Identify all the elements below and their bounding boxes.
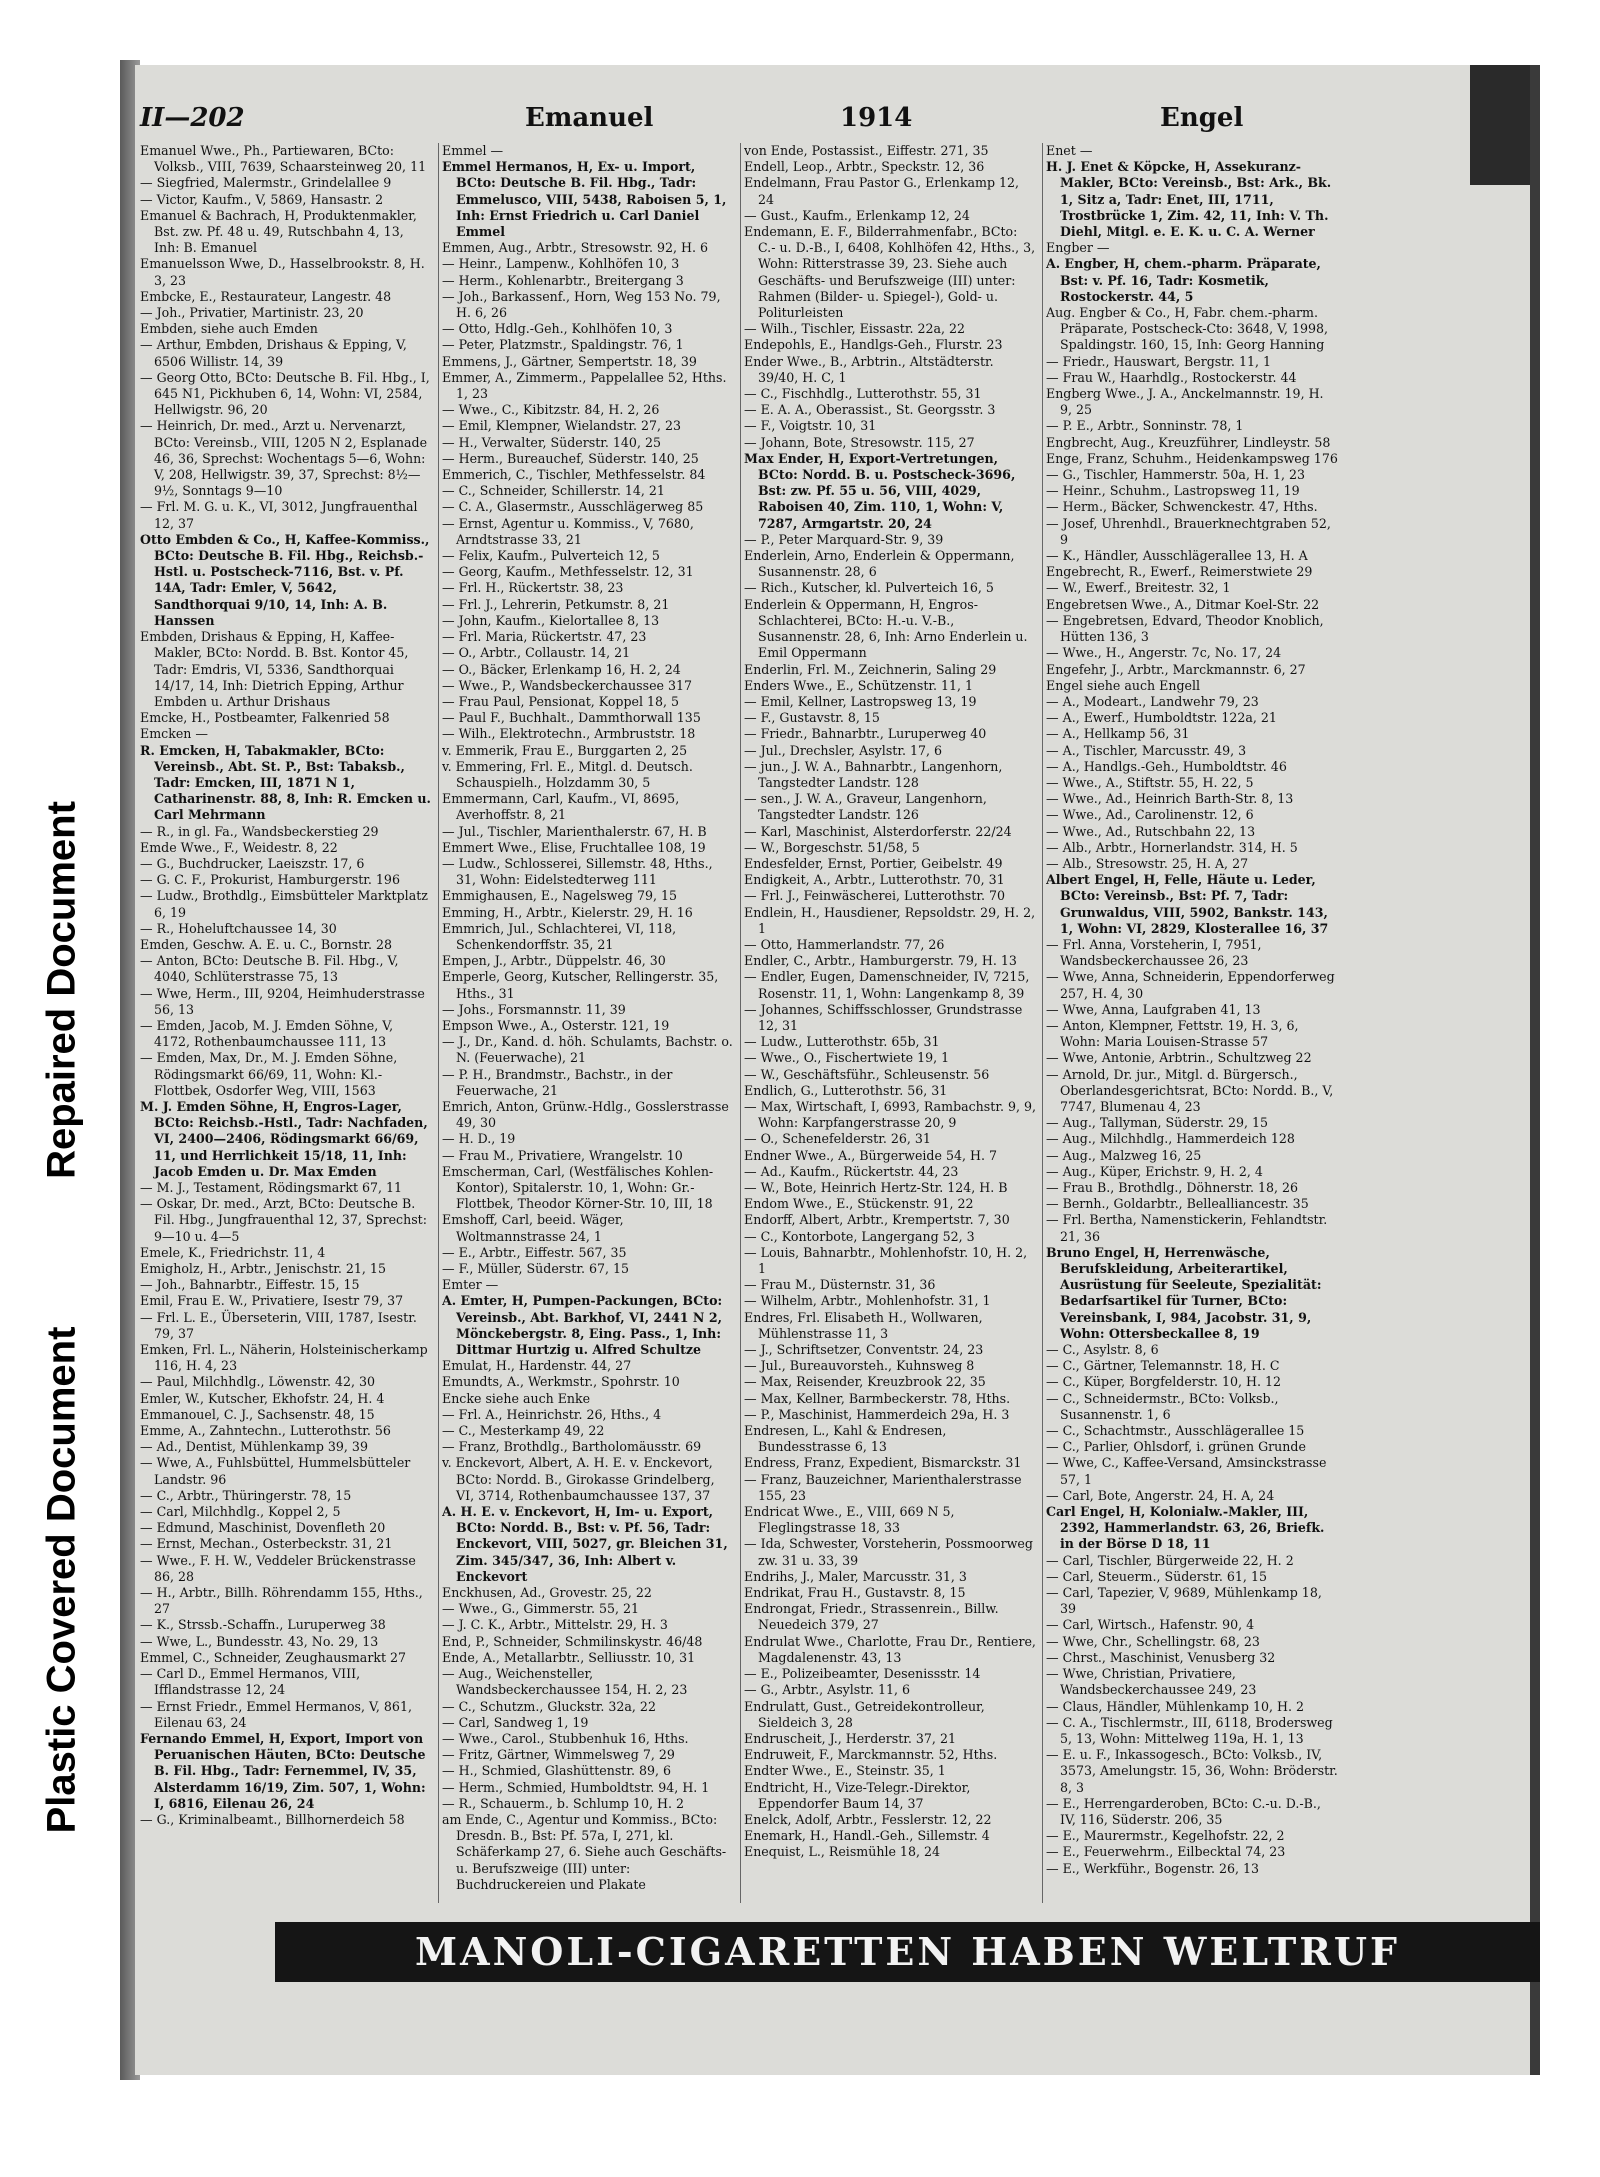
directory-entry: Endelmann, Frau Pastor G., Erlenkamp 12, 24 <box>744 175 1020 207</box>
directory-entry: — C., Arbtr., Thüringerstr. 78, 15 <box>140 1487 352 1503</box>
directory-entry: — J., Schriftsetzer, Conventstr. 24, 23 <box>744 1342 984 1358</box>
directory-entry: — E., Herrengarderoben, BCto: C.-u. D.-B., IV, 116, Süderstr. 206, 35 <box>1046 1795 1321 1827</box>
directory-entry: — C., Mesterkamp 49, 22 <box>442 1423 605 1439</box>
directory-entry: — Joh., Barkassenf., Horn, Weg 153 No. 79, H. 6, 26 <box>442 288 721 321</box>
directory-entry: — Ad., Dentist, Mühlenkamp 39, 39 <box>140 1439 368 1455</box>
directory-entry: Engberg Wwe., J. A., Anckelmannstr. 19, H. 9, 25 <box>1046 386 1324 418</box>
directory-entry: — E., Arbtr., Eiffestr. 567, 35 <box>442 1244 627 1260</box>
directory-entry: — Ernst Friedr., Emmel Hermanos, V, 861, Eilenau 63, 24 <box>140 1698 412 1730</box>
directory-entry: Emil, Frau E. W., Privatiere, Isestr 79, 37 <box>140 1293 404 1309</box>
directory-entry: — Wwe, C., Kaffee-Versand, Amsinckstrasse 57, 1 <box>1046 1455 1327 1487</box>
directory-entry: Engebretsen Wwe., A., Ditmar Koel-Str. 22 <box>1046 596 1320 612</box>
directory-entry: — G., Tischler, Hammerstr. 50a, H. 1, 23 <box>1046 467 1305 483</box>
directory-entry: Endress, Franz, Expedient, Bismarckstr. 31 <box>744 1455 1022 1471</box>
column-2 <box>442 143 734 1913</box>
directory-entry: — Chrst., Maschinist, Venusberg 32 <box>1046 1649 1276 1665</box>
directory-entry: Emme, A., Zahntechn., Lutterothstr. 56 <box>140 1423 391 1439</box>
directory-entry: — G., Kriminalbeamt., Billhornerdeich 58 <box>140 1811 405 1827</box>
directory-entry: Emcken — <box>140 726 208 742</box>
directory-entry: Emter — <box>442 1277 499 1293</box>
directory-entry: — C., Asylstr. 8, 6 <box>1046 1342 1159 1358</box>
directory-entry: — Heinrich, Dr. med., Arzt u. Nervenarzt, BCto: Vereinsb., VIII, 1205 N 2, Esplanade 46, 36, Sprechst: Wochentags 5—6, Wohn: V, 208, Hellwigstr. 39, 37, Sprechst: 8½—9½, Sonntags 9—10 <box>140 418 428 499</box>
directory-entry: — O., Schenefelderstr. 26, 31 <box>744 1131 931 1147</box>
directory-entry: — H., Arbtr., Billh. Röhrendamm 155, Hths., 27 <box>140 1585 423 1617</box>
directory-entry: — Karl, Maschinist, Alsterdorferstr. 22/24 <box>744 823 1012 839</box>
directory-entry: — Wwe., Carol., Stubbenhuk 16, Hths. <box>442 1730 689 1746</box>
directory-entry: — A., Hellkamp 56, 31 <box>1046 726 1190 742</box>
directory-entry: — H., Verwalter, Süderstr. 140, 25 <box>442 434 661 450</box>
directory-entry: — M. J., Testament, Rödingsmarkt 67, 11 <box>140 1180 403 1195</box>
directory-entry: Emmen, Aug., Arbtr., Stresowstr. 92, H. 6 <box>442 240 708 256</box>
directory-entry: — Wwe, A., Fuhlsbüttel, Hummelsbütteler Landstr. 96 <box>140 1455 411 1487</box>
directory-entry: — P. E., Arbtr., Sonninstr. 78, 1 <box>1046 418 1244 434</box>
advertisement-banner: MANOLI-CIGARETTEN HABEN WELTRUF <box>275 1922 1540 1982</box>
directory-entry: — Georg, Kaufm., Methfesselstr. 12, 31 <box>442 564 694 580</box>
directory-entry: am Ende, C., Agentur und Kommiss., BCto: Dresdn. B., Bst: Pf. 57a, I, 271, kl. Schäferkamp 27, 6. Siehe auch Geschäfts- u. Berufszweige (III) unter: Buchdruckereien und Plakate <box>442 1811 727 1892</box>
directory-entry: Otto Embden & Co., H, Kaffee-Kommiss., BCto: Deutsche B. Fil. Hbg., Reichsb.- Hstl. u. Postscheck-7116, Bst. v. Pf. 14A, Tadr: Emler, V, 5642, Sandthorquai 9/10, 14, Inh: A. B. Hanssen <box>140 531 430 628</box>
directory-entry: — Emil, Kellner, Lastropsweg 13, 19 <box>744 693 977 709</box>
directory-entry: Enderlein & Oppermann, H, Engros-Schlachterei, BCto: H.-u. V.-B., Susannenstr. 28, 6, Inh: Arno Enderlein u. Emil Oppermann <box>744 596 1028 661</box>
directory-entry: — Paul F., Buchhalt., Dammthorwall 135 <box>442 710 701 726</box>
directory-entry: — Wwe, L., Bundesstr. 43, No. 29, 13 <box>140 1633 379 1649</box>
directory-entry: — F., Gustavstr. 8, 15 <box>744 710 880 726</box>
directory-entry: — Carl, Milchhdlg., Koppel 2, 5 <box>140 1504 341 1520</box>
directory-entry: — Peter, Platzmstr., Spaldingstr. 76, 1 <box>442 337 684 353</box>
directory-entry: Embden, siehe auch Emden <box>140 321 318 337</box>
directory-entry: — E. u. F., Inkassogesch., BCto: Volksb., IV, 3573, Amelungstr. 15, 36, Wohn: Bröderstr. 8, 3 <box>1046 1747 1338 1795</box>
directory-entry: — E., Maurermstr., Kegelhofstr. 22, 2 <box>1046 1828 1285 1844</box>
directory-entry: — Wwe., G., Gimmerstr. 55, 21 <box>442 1601 640 1617</box>
directory-entry: — C., Schneidermstr., BCto: Volksb., Susannenstr. 1, 6 <box>1046 1390 1279 1422</box>
directory-entry: — Otto, Hammerlandstr. 77, 26 <box>744 936 945 952</box>
directory-entry: — Carl, Bote, Angerstr. 24, H. A, 24 <box>1046 1487 1275 1503</box>
directory-entry: Enet — <box>1046 143 1093 158</box>
directory-entry: — Engebretsen, Edvard, Theodor Knoblich, Hütten 136, 3 <box>1046 612 1324 645</box>
directory-entry: Emmel, C., Schneider, Zeughausmarkt 27 <box>140 1649 407 1665</box>
directory-entry: — Wwe., F. H. W., Veddeler Brückenstrasse 86, 28 <box>140 1552 416 1584</box>
column-divider <box>1042 143 1043 1903</box>
directory-entry: — G., Arbtr., Asylstr. 11, 6 <box>744 1682 911 1698</box>
directory-entry: — Friedr., Bahnarbtr., Luruperweg 40 <box>744 726 987 742</box>
directory-entry: Emmrich, Jul., Schlachterei, VI, 118, Schenkendorffstr. 35, 21 <box>442 920 677 952</box>
directory-entry: — Wwe, Chr., Schellingstr. 68, 23 <box>1046 1633 1260 1649</box>
directory-entry: Enderlein, Arno, Enderlein & Oppermann, Susannenstr. 28, 6 <box>744 548 1015 580</box>
directory-entry: Endrihs, J., Maler, Marcusstr. 31, 3 <box>744 1568 967 1584</box>
directory-entry: — Anton, Klempner, Fettstr. 19, H. 3, 6, Wohn: Maria Louisen-Strasse 57 <box>1046 1017 1299 1050</box>
directory-entry: Encke siehe auch Enke <box>442 1390 591 1406</box>
directory-entry: Emanuelsson Wwe, D., Hasselbrookstr. 8, H. 3, 23 <box>140 256 425 288</box>
directory-entry: — Wwe., P., Wandsbeckerchaussee 317 <box>442 677 693 693</box>
page-header <box>140 103 1244 137</box>
directory-entry: Bruno Engel, H, Herrenwäsche, Berufskleidung, Arbeiterartikel, Ausrüstung für Seeleute, Spezialität: Bedarfsartikel für Turner, BCto: Vereinsbank, I, 984, Jacobstr. 31, 9, Wohn: Ottersbeckallee 8, 19 <box>1046 1244 1322 1341</box>
directory-entry: — John, Kaufm., Kielortallee 8, 13 <box>442 612 660 628</box>
page-number: II—202 <box>140 103 245 133</box>
directory-entry: — P., Peter Marquard-Str. 9, 39 <box>744 531 944 547</box>
directory-entry: Aug. Engber & Co., H, Fabr. chem.-pharm. Präparate, Postscheck-Cto: 3648, V, 1998, Spaldingstr. 160, 15, Inh: Georg Hanning <box>1046 305 1329 353</box>
header-last-entry: Engel <box>1160 103 1244 133</box>
directory-entry: Fernando Emmel, H, Export, Import von Peruanischen Häuten, BCto: Deutsche B. Fil. Hbg., Tadr: Fernemmel, IV, 35, Alsterdamm 16/19, Zim. 507, 1, Wohn: I, 6816, Eilenau 26, 24 <box>140 1730 426 1811</box>
directory-entry: — Victor, Kaufm., V, 5869, Hansastr. 2 <box>140 191 384 207</box>
directory-entry: — C., Schutzm., Gluckstr. 32a, 22 <box>442 1698 656 1714</box>
directory-entry: Endruweit, F., Marckmannstr. 52, Hths. <box>744 1747 998 1763</box>
directory-entry: — A., Tischler, Marcusstr. 49, 3 <box>1046 742 1247 758</box>
directory-entry: H. J. Enet & Köpcke, H, Assekuranz-Makler, BCto: Vereinsb., Bst: Ark., Bk. 1, Sitz a, Tadr: Enet, III, 1711, Trostbrücke 1, Zim. 42, 11, Inh: V. Th. Diehl, Mitgl. e. E. K. u. C. A. Werner <box>1046 159 1332 240</box>
directory-entry: — Herm., Schmied, Humboldtstr. 94, H. 1 <box>442 1779 710 1795</box>
column-1 <box>140 143 432 1913</box>
directory-entry: Emken, Frl. L., Näherin, Holsteinischerkamp 116, H. 4, 23 <box>140 1342 428 1374</box>
directory-entry: — Frl. J., Feinwäscherei, Lutterothstr. 70 <box>744 888 1005 904</box>
directory-entry: — O., Bäcker, Erlenkamp 16, H. 2, 24 <box>442 661 681 677</box>
directory-entry: — Frl. Maria, Rückertstr. 47, 23 <box>442 629 647 645</box>
directory-entry: Emrich, Anton, Grünw.-Hdlg., Gosslerstrasse 49, 30 <box>442 1098 729 1131</box>
directory-entry: — Wwe, Anna, Laufgraben 41, 13 <box>1046 1001 1261 1017</box>
directory-entry: — Aug., Tallyman, Süderstr. 29, 15 <box>1046 1115 1269 1131</box>
directory-entry: — Franz, Bauzeichner, Marienthalerstrasse 155, 23 <box>744 1471 1022 1503</box>
column-divider <box>438 143 439 1903</box>
directory-entry: — Frau M., Düsternstr. 31, 36 <box>744 1277 936 1293</box>
directory-entry: — K., Händler, Ausschlägerallee 13, H. A <box>1046 548 1308 564</box>
directory-entry: Endner Wwe., A., Bürgerweide 54, H. 7 <box>744 1147 997 1163</box>
directory-entry: — Aug., Küper, Erichstr. 9, H. 2, 4 <box>1046 1163 1263 1179</box>
directory-entry: Ender Wwe., B., Arbtrin., Altstädterstr. 39/40, H. C, 1 <box>744 353 994 385</box>
directory-entry: A. Emter, H, Pumpen-Packungen, BCto: Vereinsb., Abt. Barkhof, VI, 2441 N 2, Mönckebergstr. 8, Eing. Pass., 1, Inh: Dittmar Hurtzig u. Alfred Schultze <box>442 1293 723 1358</box>
directory-entry: — Wwe, Christian, Privatiere, Wandsbeckerchaussee 249, 23 <box>1046 1666 1257 1698</box>
directory-entry: — Ludw., Schlosserei, Sillemstr. 48, Hths., 31, Wohn: Eidelstedterweg 111 <box>442 855 713 888</box>
directory-entry: — Carl, Steuerm., Süderstr. 61, 15 <box>1046 1568 1267 1584</box>
directory-entry: Endter Wwe., E., Steinstr. 35, 1 <box>744 1763 946 1779</box>
directory-entry: Emmerich, C., Tischler, Methfesselstr. 84 <box>442 467 706 483</box>
directory-entry: Engber — <box>1046 240 1110 256</box>
directory-entry: — Rich., Kutscher, kl. Pulverteich 16, 5 <box>744 580 994 596</box>
column-3 <box>744 143 1036 1913</box>
directory-entry: — Joh., Privatier, Martinistr. 23, 20 <box>140 305 364 321</box>
directory-entry: — Herm., Kohlenarbtr., Breitergang 3 <box>442 272 684 288</box>
directory-entry: — Ludw., Brothdlg., Eimsbütteler Marktplatz 6, 19 <box>140 888 428 920</box>
directory-entry: — Wwe., Ad., Rutschbahn 22, 13 <box>1046 823 1256 839</box>
directory-entry: A. Engber, H, chem.-pharm. Präparate, Bst: v. Pf. 16, Tadr: Kosmetik, Rostockerstr. 44, 5 <box>1046 256 1321 304</box>
directory-entry: Emmer, A., Zimmerm., Pappelallee 52, Hths. 1, 23 <box>442 369 727 402</box>
directory-entry: — Carl D., Emmel Hermanos, VIII, Ifflandstrasse 12, 24 <box>140 1666 361 1698</box>
directory-entry: Engefehr, J., Arbtr., Marckmannstr. 6, 27 <box>1046 661 1306 677</box>
directory-entry: Endrongat, Friedr., Strassenrein., Billw. Neuedeich 379, 27 <box>744 1601 999 1633</box>
directory-entry: — Ernst, Mechan., Osterbeckstr. 31, 21 <box>140 1536 393 1552</box>
directory-entry: Empen, J., Arbtr., Düppelstr. 46, 30 <box>442 953 666 969</box>
directory-entry: — W., Ewerf., Breitestr. 32, 1 <box>1046 580 1231 596</box>
directory-entry: — C., Kontorbote, Langergang 52, 3 <box>744 1228 975 1244</box>
directory-entry: — Emden, Jacob, M. J. Emden Söhne, V, 4172, Rothenbaumchaussee 111, 13 <box>140 1017 394 1050</box>
directory-entry: — Wwe., A., Stiftstr. 55, H. 22, 5 <box>1046 774 1254 790</box>
directory-entry: — Edmund, Maschinist, Dovenfleth 20 <box>140 1520 386 1536</box>
directory-entry: Endruscheit, J., Herderstr. 37, 21 <box>744 1730 956 1746</box>
directory-entry: — W., Geschäftsführ., Schleusenstr. 56 <box>744 1066 990 1082</box>
header-first-entry: Emanuel <box>525 103 654 133</box>
directory-entry: — R., Hoheluftchaussee 14, 30 <box>140 920 337 936</box>
directory-entry: Endlich, G., Lutterothstr. 56, 31 <box>744 1082 948 1098</box>
directory-entry: — Aug., Milchhdlg., Hammerdeich 128 <box>1046 1131 1295 1147</box>
directory-entry: Emming, H., Arbtr., Kielerstr. 29, H. 16 <box>442 904 693 920</box>
directory-entry: Emmens, J., Gärtner, Sempertstr. 18, 39 <box>442 353 697 369</box>
directory-entry: Endorff, Albert, Arbtr., Krempertstr. 7, 30 <box>744 1212 1010 1228</box>
directory-entry: — Gust., Kaufm., Erlenkamp 12, 24 <box>744 207 970 223</box>
directory-entry: — R., Schauerm., b. Schlump 10, H. 2 <box>442 1795 684 1811</box>
directory-entry: Emmert Wwe., Elise, Fruchtallee 108, 19 <box>442 839 706 855</box>
directory-entry: — Frl. Bertha, Namenstickerin, Fehlandtstr. 21, 36 <box>1046 1212 1328 1244</box>
directory-entry: Endrikat, Frau H., Gustavstr. 8, 15 <box>744 1585 966 1601</box>
directory-entry: R. Emcken, H, Tabakmakler, BCto: Vereinsb., Abt. St. P., Bst: Tabaksb., Tadr: Emcken, III, 1871 N 1, Catharinenstr. 88, 8, Inh: R. Emcken u. Carl Mehrmann <box>140 742 431 823</box>
directory-entry: — Alb., Stresowstr. 25, H. A, 27 <box>1046 855 1249 871</box>
directory-entry: Emperle, Georg, Kutscher, Rellingerstr. 35, Hths., 31 <box>442 969 719 1001</box>
directory-entry: — Ludw., Lutterothstr. 65b, 31 <box>744 1034 940 1050</box>
directory-entry: — Wwe, Herm., III, 9204, Heimhuderstrasse 56, 13 <box>140 985 425 1017</box>
column-4 <box>1046 143 1338 1913</box>
directory-entry: Empson Wwe., A., Osterstr. 121, 19 <box>442 1017 670 1033</box>
directory-entry: Endigkeit, A., Arbtr., Lutterothstr. 70, 31 <box>744 872 1005 888</box>
directory-entry: — Frl. H., Rückertstr. 38, 23 <box>442 580 624 596</box>
directory-entry: Endlein, H., Hausdiener, Repsoldstr. 29, H. 2, 1 <box>744 904 1036 936</box>
directory-entry: End, P., Schneider, Schmilinskystr. 46/48 <box>442 1633 703 1649</box>
directory-entry: — Endler, Eugen, Damenschneider, IV, 7215, Rosenstr. 11, 1, Wohn: Langenkamp 8, 39 <box>744 969 1030 1001</box>
directory-entry: — E., Werkführ., Bogenstr. 26, 13 <box>1046 1860 1260 1876</box>
directory-entry: — Heinr., Lampenw., Kohlhöfen 10, 3 <box>442 256 680 272</box>
directory-entry: Endepohls, E., Handlgs-Geh., Flurstr. 23 <box>744 337 1003 353</box>
directory-entry: — J., Dr., Kand. d. höh. Schulamts, Bachstr. o. N. (Feuerwache), 21 <box>442 1034 733 1066</box>
directory-entry: Endom Wwe., E., Stückenstr. 91, 22 <box>744 1196 974 1212</box>
directory-entry: Max Ender, H, Export-Vertretungen, BCto: Nordd. B. u. Postscheck-3696, Bst: zw. Pf. 55 u. 56, VIII, 4029, Raboisen 40, Zim. 110, 1, Wohn: V, 7287, Armgartstr. 20, 24 <box>744 450 1016 531</box>
directory-entry: — Frl. A., Heinrichstr. 26, Hths., 4 <box>442 1406 662 1422</box>
directory-entry: — F., Müller, Süderstr. 67, 15 <box>442 1261 630 1277</box>
directory-entry: Emde Wwe., F., Weidestr. 8, 22 <box>140 839 338 855</box>
directory-entry: — Siegfried, Malermstr., Grindelallee 9 <box>140 175 392 191</box>
directory-entry: — C. A., Tischlermstr., III, 6118, Brodersweg 5, 13, Wohn: Mittelweg 119a, H. 1, 13 <box>1046 1714 1333 1746</box>
directory-entry: Engbrecht, Aug., Kreuzführer, Lindleystr. 58 <box>1046 434 1331 450</box>
directory-entry: Enemark, H., Handl.-Geh., Sillemstr. 4 <box>744 1828 990 1844</box>
directory-entry: Enelck, Adolf, Arbtr., Fesslerstr. 12, 22 <box>744 1811 992 1827</box>
directory-entry: — Wwe, Antonie, Arbtrin., Schultzweg 22 <box>1046 1050 1312 1066</box>
directory-entry: — J. C. K., Arbtr., Mittelstr. 29, H. 3 <box>442 1617 668 1633</box>
directory-entry: — O., Arbtr., Collaustr. 14, 21 <box>442 645 631 661</box>
directory-entry: — E., Feuerwehrm., Eilbecktal 74, 23 <box>1046 1844 1286 1860</box>
directory-entry: — Aug., Weichensteller, Wandsbeckerchaussee 154, H. 2, 23 <box>442 1666 688 1698</box>
directory-entry: Endler, C., Arbtr., Hamburgerstr. 79, H. 13 <box>744 953 1017 969</box>
directory-entry: — G., Buchdrucker, Laeiszstr. 17, 6 <box>140 855 365 871</box>
directory-entry: Emden, Geschw. A. E. u. C., Bornstr. 28 <box>140 936 392 952</box>
directory-entry: — Aug., Malzweg 16, 25 <box>1046 1147 1202 1163</box>
directory-columns <box>140 143 1540 1913</box>
directory-entry: — Wwe., Ad., Carolinenstr. 12, 6 <box>1046 807 1254 823</box>
directory-entry: — C., Parlier, Ohlsdorf, i. grünen Grunde <box>1046 1439 1306 1455</box>
directory-entry: — P. H., Brandmstr., Bachstr., in der Feuerwache, 21 <box>442 1066 673 1098</box>
directory-entry: Endres, Frl. Elisabeth H., Wollwaren, Mühlenstrasse 11, 3 <box>744 1309 983 1341</box>
directory-entry: — Johs., Forsmannstr. 11, 39 <box>442 1001 626 1017</box>
directory-entry: Albert Engel, H, Felle, Häute u. Leder, BCto: Vereinsb., Bst: Pf. 7, Tadr: Grunwaldus, VIII, 5902, Bankstr. 143, 1, Wohn: VI, 2829, Klosterallee 16, 37 <box>1046 872 1329 936</box>
directory-entry: — W., Borgeschstr. 51/58, 5 <box>744 839 920 855</box>
directory-entry: Emmel — <box>442 143 504 158</box>
directory-entry: Emmel Hermanos, H, Ex- u. Import, BCto: Deutsche B. Fil. Hbg., Tadr: Emmelusco, VIII, 5438, Raboisen 5, 1, Inh: Ernst Friedrich u. Carl Daniel Emmel <box>442 159 727 240</box>
directory-entry: v. Emmerik, Frau E., Burggarten 2, 25 <box>442 742 688 758</box>
directory-entry: — Wilh., Tischler, Eissastr. 22a, 22 <box>744 321 966 337</box>
directory-entry: — Wwe., H., Angerstr. 7c, No. 17, 24 <box>1046 645 1282 661</box>
directory-entry: — C., Gärtner, Telemannstr. 18, H. C <box>1046 1358 1280 1374</box>
directory-entry: — Alb., Arbtr., Hornerlandstr. 314, H. 5 <box>1046 839 1298 855</box>
directory-entry: — Emden, Max, Dr., M. J. Emden Söhne, Rödingsmarkt 66/69, 11, Wohn: Kl.-Flottbek, Osdorfer Weg, VIII, 1563 <box>140 1050 398 1098</box>
directory-entry: — Otto, Hdlg.-Geh., Kohlhöfen 10, 3 <box>442 321 673 337</box>
directory-entry: — Georg Otto, BCto: Deutsche B. Fil. Hbg., I, 645 N1, Pickhuben 6, 14, Wohn: VI, 2584, Hellwigstr. 96, 20 <box>140 369 430 418</box>
directory-entry: — Wilhelm, Arbtr., Mohlenhofstr. 31, 1 <box>744 1293 991 1309</box>
directory-entry: — Jul., Bureauvorsteh., Kuhnsweg 8 <box>744 1358 975 1374</box>
directory-entry: — Josef, Uhrenhdl., Brauerknechtgraben 52, 9 <box>1046 515 1331 547</box>
directory-entry: — W., Bote, Heinrich Hertz-Str. 124, H. B <box>744 1180 1008 1195</box>
directory-entry: — Fritz, Gärtner, Wimmelsweg 7, 29 <box>442 1747 675 1763</box>
directory-entry: — Max, Reisender, Kreuzbrook 22, 35 <box>744 1374 986 1390</box>
directory-entry: Enequist, L., Reismühle 18, 24 <box>744 1844 940 1860</box>
directory-entry: — Wwe., Ad., Heinrich Barth-Str. 8, 13 <box>1046 791 1294 807</box>
directory-entry: — Frl. L. E., Überseterin, VIII, 1787, Isestr. 79, 37 <box>140 1309 417 1341</box>
directory-entry: Emmighausen, E., Nagelsweg 79, 15 <box>442 888 678 904</box>
directory-entry: Embden, Drishaus & Epping, H, Kaffee-Makler, BCto: Nordd. B. Bst. Kontor 45, Tadr: Emdris, VI, 5336, Sandthorquai 14/17, 14, Inh: Dietrich Epping, Arthur Embden u. Arthur Drishaus <box>140 629 409 709</box>
directory-entry: Emanuel Wwe., Ph., Partiewaren, BCto: Volksb., VIII, 7639, Schaarsteinweg 20, 11 <box>140 143 427 175</box>
directory-entry: — Jul., Tischler, Marienthalerstr. 67, H. B <box>442 823 707 839</box>
directory-entry: — Joh., Bahnarbtr., Eiffestr. 15, 15 <box>140 1277 360 1293</box>
directory-entry: — Felix, Kaufm., Pulverteich 12, 5 <box>442 548 660 564</box>
directory-entry: Carl Engel, H, Kolonialw.-Makler, III, 2392, Hammerlandstr. 63, 26, Briefk. in der Börse D 18, 11 <box>1046 1504 1325 1552</box>
directory-entry: Engebrecht, R., Ewerf., Reimerstwiete 29 <box>1046 564 1313 580</box>
directory-entry: — G. C. F., Prokurist, Hamburgerstr. 196 <box>140 872 400 888</box>
directory-entry: Enckhusen, Ad., Grovestr. 25, 22 <box>442 1585 652 1601</box>
directory-entry: v. Enckevort, Albert, A. H. E. v. Enckevort, BCto: Nordd. B., Girokasse Grindelberg, VI, 3714, Rothenbaumchaussee 137, 37 <box>442 1455 715 1503</box>
directory-entry: — A., Handlgs.-Geh., Humboldtstr. 46 <box>1046 758 1287 774</box>
directory-entry: — Max, Kellner, Barmbeckerstr. 78, Hths. <box>744 1390 1011 1406</box>
directory-entry: Emmanouel, C. J., Sachsenstr. 48, 15 <box>140 1406 375 1422</box>
directory-entry: Ende, A., Metallarbtr., Selliusstr. 10, 31 <box>442 1649 696 1665</box>
directory-entry: Embcke, E., Restaurateur, Langestr. 48 <box>140 288 392 304</box>
directory-entry: — C., Schneider, Schillerstr. 14, 21 <box>442 483 665 499</box>
directory-entry: — Jul., Drechsler, Asylstr. 17, 6 <box>744 742 943 758</box>
directory-entry: Endricat Wwe., E., VIII, 669 N 5, Fleglingstrasse 18, 33 <box>744 1504 955 1536</box>
directory-entry: — C., Fischhdlg., Lutterothstr. 55, 31 <box>744 386 982 402</box>
directory-entry: — Louis, Bahnarbtr., Mohlenhofstr. 10, H. 2, 1 <box>744 1244 1028 1277</box>
directory-entry: A. H. E. v. Enckevort, H, Im- u. Export, BCto: Nordd. B., Bst: v. Pf. 56, Tadr: Enckevort, VIII, 5027, gr. Bleichen 31, Zim. 345/347, 36, Inh: Albert v. Enckevort <box>442 1504 728 1584</box>
directory-entry: v. Emmering, Frl. E., Mitgl. d. Deutsch. Schauspielh., Holzdamm 30, 5 <box>442 758 693 790</box>
directory-entry: — Frl. J., Lehrerin, Petkumstr. 8, 21 <box>442 596 670 612</box>
directory-entry: — Anton, BCto: Deutsche B. Fil. Hbg., V, 4040, Schlüterstrasse 75, 13 <box>140 953 399 985</box>
directory-entry: — Ad., Kaufm., Rückertstr. 44, 23 <box>744 1163 959 1179</box>
plastic-covered-document-label: Plastic Covered Document <box>39 1326 84 1834</box>
directory-entry: Endell, Leop., Arbtr., Speckstr. 12, 36 <box>744 159 985 175</box>
directory-entry: — Claus, Händler, Mühlenkamp 10, H. 2 <box>1046 1698 1305 1714</box>
directory-entry: Enders Wwe., E., Schützenstr. 11, 1 <box>744 677 974 693</box>
directory-entry: — Johannes, Schiffsschlosser, Grundstrasse 12, 31 <box>744 1001 1023 1033</box>
directory-entry: Enderlin, Frl. M., Zeichnerin, Saling 29 <box>744 661 997 677</box>
directory-entry: — Heinr., Schuhm., Lastropsweg 11, 19 <box>1046 483 1300 499</box>
directory-entry: — Ernst, Agentur u. Kommiss., V, 7680, Arndtstrasse 33, 21 <box>442 515 694 547</box>
directory-entry: — Max, Wirtschaft, I, 6993, Rambachstr. 9, 9, Wohn: Karpfangerstrasse 20, 9 <box>744 1098 1036 1131</box>
directory-entry: Emshoff, Carl, beeid. Wäger, Woltmannstrasse 24, 1 <box>442 1212 624 1244</box>
directory-entry: — Wwe, Anna, Schneiderin, Eppendorferweg 257, H. 4, 30 <box>1046 969 1335 1001</box>
directory-entry: Endesfelder, Ernst, Portier, Geibelstr. 49 <box>744 855 1003 871</box>
directory-entry: — A., Modeart., Landwehr 79, 23 <box>1046 693 1259 709</box>
directory-entry: — H., Schmied, Glashüttenstr. 89, 6 <box>442 1763 672 1779</box>
directory-entry: Emscherman, Carl, (Westfälisches Kohlen-Kontor), Spitalerstr. 10, 1, Wohn: Gr.-Flottbek, Theodor Körner-Str. 10, III, 18 <box>442 1163 714 1212</box>
directory-entry: — A., Ewerf., Humboldtstr. 122a, 21 <box>1046 710 1277 726</box>
directory-entry: — Ida, Schwester, Vorsteherin, Possmoorweg zw. 31 u. 33, 39 <box>744 1536 1033 1568</box>
directory-entry: — Wwe., C., Kibitzstr. 84, H. 2, 26 <box>442 402 660 418</box>
directory-entry: — Frau B., Brothdlg., Döhnerstr. 18, 26 <box>1046 1180 1299 1195</box>
directory-entry: — Frl. M. G. u. K., VI, 3012, Jungfrauenthal 12, 37 <box>140 499 418 531</box>
directory-entry: — Arnold, Dr. jur., Mitgl. d. Bürgersch., Oberlandesgerichtsrat, BCto: Nordd. B., V, 7747, Blumenau 4, 23 <box>1046 1066 1334 1114</box>
repaired-document-label: Repaired Document <box>39 801 84 1179</box>
directory-entry: Emigholz, H., Arbtr., Jenischstr. 21, 15 <box>140 1261 386 1277</box>
directory-entry: — C., Küper, Borgfelderstr. 10, H. 12 <box>1046 1374 1281 1390</box>
directory-entry: — Wwe., O., Fischertwiete 19, 1 <box>744 1050 950 1066</box>
directory-entry: Engel siehe auch Engell <box>1046 677 1201 693</box>
directory-entry: — H. D., 19 <box>442 1131 516 1147</box>
directory-entry: — E. A. A., Oberassist., St. Georgsstr. 3 <box>744 402 996 418</box>
directory-entry: — Carl, Tapezier, V, 9689, Mühlenkamp 18, 39 <box>1046 1585 1322 1617</box>
directory-entry: — Frau W., Haarhdlg., Rostockerstr. 44 <box>1046 369 1297 385</box>
directory-entry: Endrulat Wwe., Charlotte, Frau Dr., Rentiere, Magdalenenstr. 43, 13 <box>744 1633 1036 1665</box>
directory-entry: — sen., J. W. A., Graveur, Langenhorn, Tangstedter Landstr. 126 <box>744 791 987 823</box>
directory-entry: — K., Strssb.-Schaffn., Luruperweg 38 <box>140 1617 386 1633</box>
directory-entry: Emanuel & Bachrach, H, Produktenmakler, Bst. zw. Pf. 48 u. 49, Rutschbahn 4, 13, Inh: B. Emanuel <box>140 207 417 256</box>
directory-entry: Emele, K., Friedrichstr. 11, 4 <box>140 1244 326 1260</box>
directory-entry: Emler, W., Kutscher, Ekhofstr. 24, H. 4 <box>140 1390 385 1406</box>
directory-entry: — E., Polizeibeamter, Desenissstr. 14 <box>744 1666 981 1682</box>
directory-entry: — C., Schachtmstr., Ausschlägerallee 15 <box>1046 1423 1305 1439</box>
directory-entry: — F., Voigtstr. 10, 31 <box>744 418 877 434</box>
directory-entry: — Arthur, Embden, Drishaus & Epping, V, 6506 Willistr. 14, 39 <box>140 337 407 369</box>
directory-entry: — jun., J. W. A., Bahnarbtr., Langenhorn, Tangstedter Landstr. 128 <box>744 758 1003 790</box>
directory-entry: — Franz, Brothdlg., Bartholomäusstr. 69 <box>442 1439 702 1455</box>
directory-entry: Emundts, A., Werkmstr., Spohrstr. 10 <box>442 1374 680 1390</box>
directory-entry: Enge, Franz, Schuhm., Heidenkampsweg 176 <box>1046 450 1338 466</box>
column-divider <box>740 143 741 1903</box>
directory-entry: — P., Maschinist, Hammerdeich 29a, H. 3 <box>744 1406 1010 1422</box>
directory-entry: Emmermann, Carl, Kaufm., VI, 8695, Averhoffstr. 8, 21 <box>442 791 680 823</box>
directory-entry: — Frl. Anna, Vorsteherin, I, 7951, Wandsbeckerchaussee 26, 23 <box>1046 936 1262 969</box>
directory-entry: — Emil, Klempner, Wielandstr. 27, 23 <box>442 418 682 434</box>
directory-entry: — Wilh., Elektrotechn., Armbruststr. 18 <box>442 726 696 742</box>
directory-entry: — Oskar, Dr. med., Arzt, BCto: Deutsche B. Fil. Hbg., Jungfrauenthal 12, 37, Sprechst: 9—10 u. 4—5 <box>140 1196 427 1244</box>
directory-entry: — Carl, Sandweg 1, 19 <box>442 1714 589 1730</box>
side-labels <box>0 0 120 2177</box>
directory-entry: Endrulatt, Gust., Getreidekontrolleur, Sieldeich 3, 28 <box>744 1698 985 1730</box>
directory-entry: Endemann, E. F., Bilderrahmenfabr., BCto: C.- u. D.-B., I, 6408, Kohlhöfen 42, Hths., 3, Wohn: Ritterstrasse 39, 23. Siehe auch Geschäfts- und Berufszweige (III) unter: Rahmen (Bilder- u. Spiegel-), Gold- u. Politurleisten <box>744 224 1036 321</box>
directory-entry: — R., in gl. Fa., Wandsbeckerstieg 29 <box>140 823 379 839</box>
directory-entry: — Carl, Tischler, Bürgerweide 22, H. 2 <box>1046 1552 1294 1568</box>
directory-entry: — C. A., Glasermstr., Ausschlägerweg 85 <box>442 499 704 515</box>
header-year: 1914 <box>840 103 913 133</box>
directory-entry: — Herm., Bureauchef, Süderstr. 140, 25 <box>442 450 699 466</box>
directory-entry: — Herm., Bäcker, Schwenckestr. 47, Hths. <box>1046 499 1318 515</box>
directory-entry: M. J. Emden Söhne, H, Engros-Lager, BCto: Reichsb.-Hstl., Tadr: Nachfaden, VI, 2400—2406, Rödingsmarkt 66/69, 11, und Herrlichkeit 15/18, 11, Inh: Jacob Emden u. Dr. Max Emden <box>140 1098 428 1179</box>
directory-entry: — Frau Paul, Pensionat, Koppel 18, 5 <box>442 693 680 709</box>
directory-entry: — Carl, Wirtsch., Hafenstr. 90, 4 <box>1046 1617 1255 1633</box>
directory-entry: — Friedr., Hauswart, Bergstr. 11, 1 <box>1046 353 1271 369</box>
directory-entry: Endresen, L., Kahl & Endresen, Bundesstrasse 6, 13 <box>744 1423 947 1455</box>
directory-entry: — Paul, Milchhdlg., Löwenstr. 42, 30 <box>140 1374 376 1390</box>
directory-entry: — Frau M., Privatiere, Wrangelstr. 10 <box>442 1147 683 1163</box>
directory-entry: von Ende, Postassist., Eiffestr. 271, 35 <box>744 143 989 158</box>
directory-entry: Emulat, H., Hardenstr. 44, 27 <box>442 1358 632 1374</box>
directory-entry: Endtricht, H., Vize-Telegr.-Direktor, Eppendorfer Baum 14, 37 <box>744 1779 971 1811</box>
directory-entry: — Johann, Bote, Stresowstr. 115, 27 <box>744 434 975 450</box>
directory-entry: — Bernh., Goldarbtr., Bellealliancestr. 35 <box>1046 1196 1309 1212</box>
directory-entry: Emcke, H., Postbeamter, Falkenried 58 <box>140 710 390 726</box>
